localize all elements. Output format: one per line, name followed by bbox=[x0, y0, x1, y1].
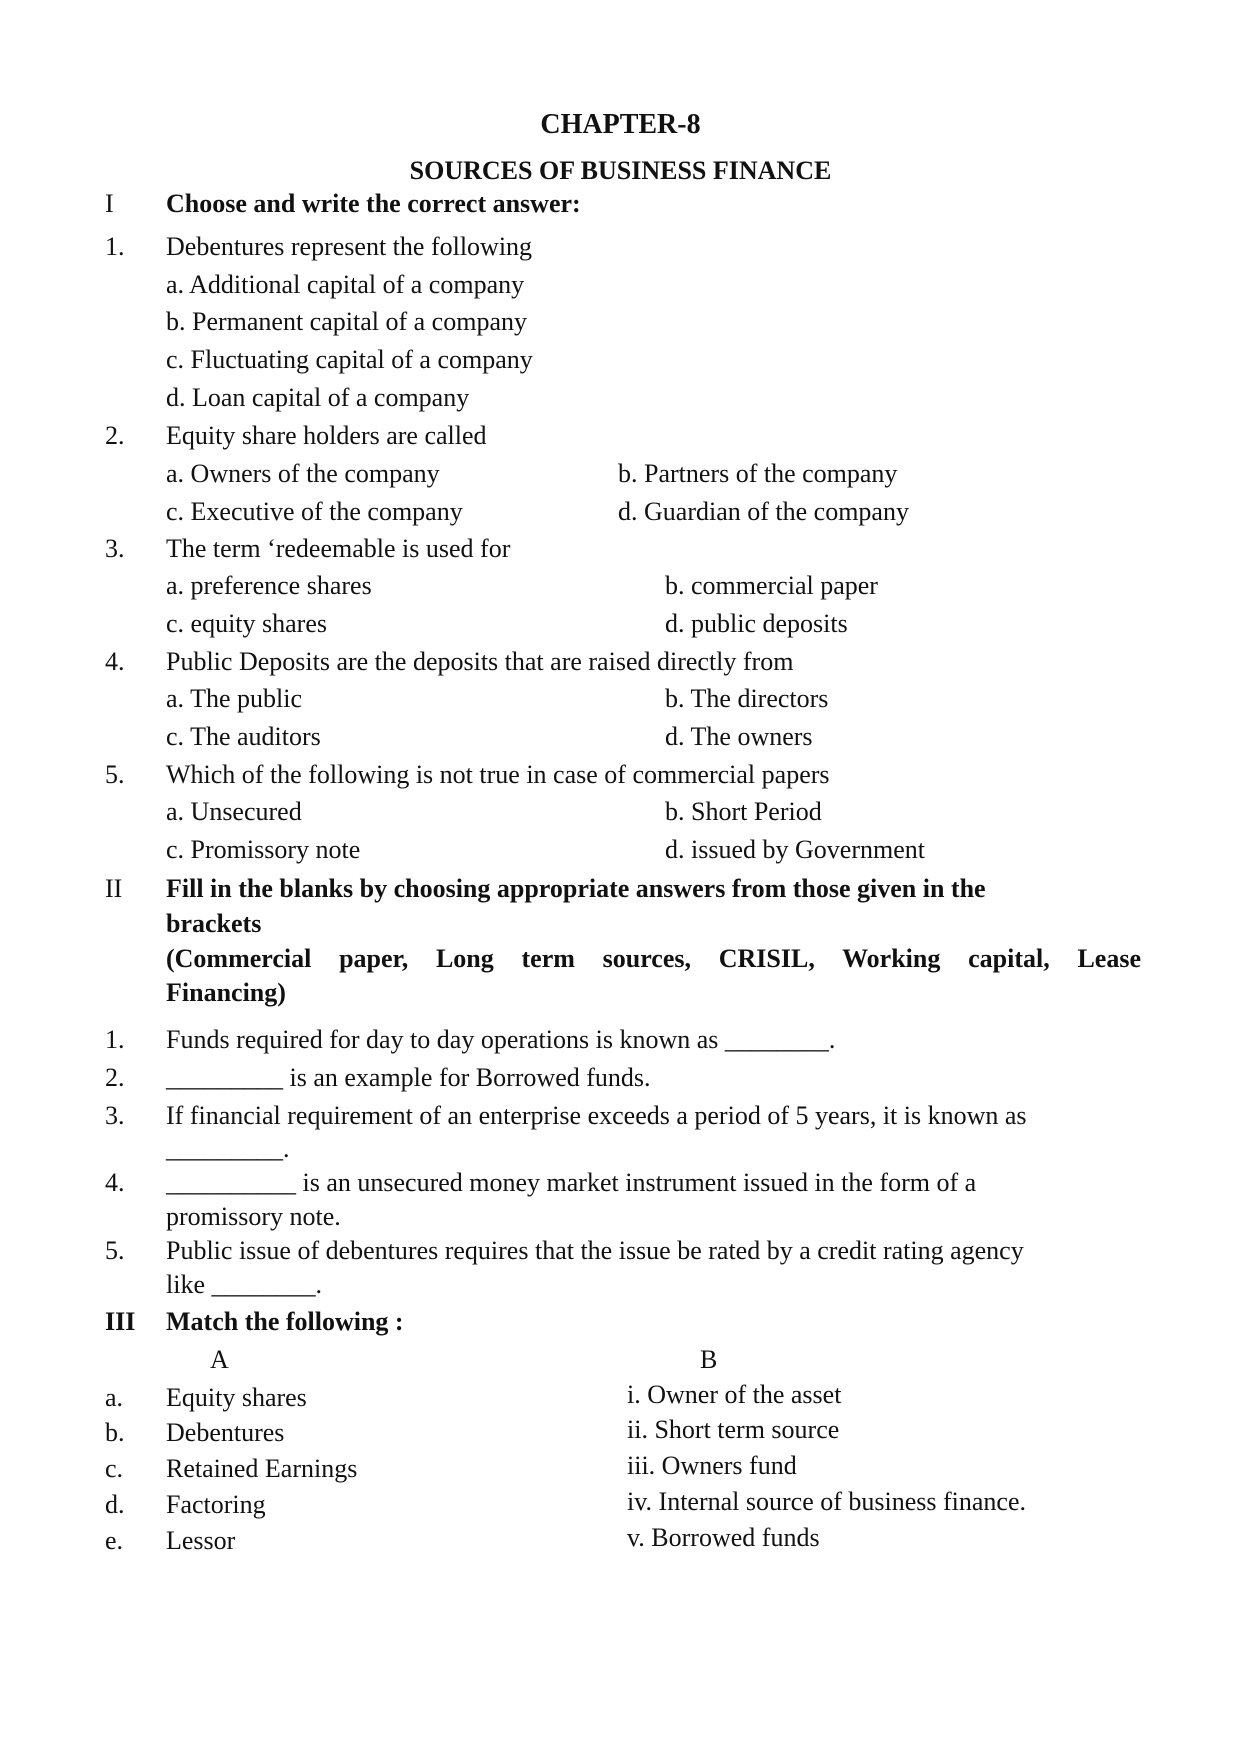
answer-option: a. The public bbox=[166, 684, 302, 713]
match-item-a: Debentures bbox=[166, 1418, 285, 1447]
answer-option: d. Loan capital of a company bbox=[166, 383, 470, 412]
match-item-a: Retained Earnings bbox=[166, 1454, 358, 1483]
match-item-b: iv. Internal source of business finance. bbox=[627, 1487, 1027, 1516]
fill-blank-text-continued: _________. bbox=[166, 1134, 290, 1163]
answer-option: a. preference shares bbox=[166, 571, 372, 600]
fill-blank-text: __________ is an unsecured money market instrument issued in the form of a bbox=[166, 1168, 977, 1197]
blank-number: 4. bbox=[105, 1168, 125, 1197]
section-numeral: I bbox=[105, 189, 114, 218]
chapter-subtitle: SOURCES OF BUSINESS FINANCE bbox=[409, 156, 832, 185]
section-heading-continued: brackets bbox=[166, 909, 262, 938]
question-text: Equity share holders are called bbox=[166, 421, 487, 450]
section-numeral: III bbox=[105, 1307, 136, 1336]
question-number: 2. bbox=[105, 421, 125, 450]
answer-option: b. Permanent capital of a company bbox=[166, 307, 527, 336]
section-heading: Fill in the blanks by choosing appropriate answers from those given in the bbox=[166, 874, 986, 903]
fill-blank-text-continued: like ________. bbox=[166, 1270, 322, 1299]
blank-number: 1. bbox=[105, 1025, 125, 1054]
answer-option: b. Short Period bbox=[665, 797, 822, 826]
answer-option: c. Promissory note bbox=[166, 835, 361, 864]
match-item-b: ii. Short term source bbox=[627, 1415, 840, 1444]
match-item-b: iii. Owners fund bbox=[627, 1451, 797, 1480]
fill-blank-text: _________ is an example for Borrowed funds. bbox=[166, 1063, 651, 1092]
answer-option: c. The auditors bbox=[166, 722, 321, 751]
answer-option: d. issued by Government bbox=[665, 835, 925, 864]
answer-option: d. Guardian of the company bbox=[618, 497, 909, 526]
match-item-a: Equity shares bbox=[166, 1383, 307, 1412]
column-a-header: A bbox=[210, 1345, 229, 1374]
fill-blank-text: Funds required for day to day operations is known as ________. bbox=[166, 1025, 836, 1054]
question-text: Which of the following is not true in case of commercial papers bbox=[166, 760, 830, 789]
match-letter: e. bbox=[105, 1526, 124, 1555]
match-item-b: i. Owner of the asset bbox=[627, 1380, 842, 1409]
question-number: 1. bbox=[105, 232, 125, 261]
section-heading: Match the following : bbox=[166, 1307, 404, 1336]
answer-option: b. The directors bbox=[665, 684, 829, 713]
answer-option: a. Unsecured bbox=[166, 797, 302, 826]
answer-option: b. commercial paper bbox=[665, 571, 878, 600]
question-number: 5. bbox=[105, 760, 125, 789]
answer-choices: (Commercial paper, Long term sources, CRISIL, Working capital, Lease bbox=[166, 944, 1141, 973]
match-item-a: Factoring bbox=[166, 1490, 266, 1519]
answer-choices-continued: Financing) bbox=[166, 978, 286, 1007]
question-text: Debentures represent the following bbox=[166, 232, 533, 261]
match-item-a: Lessor bbox=[166, 1526, 236, 1555]
match-letter: d. bbox=[105, 1490, 125, 1519]
answer-option: d. The owners bbox=[665, 722, 813, 751]
fill-blank-text: Public issue of debentures requires that the issue be rated by a credit rating agency bbox=[166, 1236, 1024, 1265]
blank-number: 5. bbox=[105, 1236, 125, 1265]
answer-option: c. Executive of the company bbox=[166, 497, 463, 526]
match-letter: c. bbox=[105, 1454, 124, 1483]
answer-option: a. Additional capital of a company bbox=[166, 270, 525, 299]
question-number: 4. bbox=[105, 647, 125, 676]
answer-option: b. Partners of the company bbox=[618, 459, 898, 488]
blank-number: 2. bbox=[105, 1063, 125, 1092]
answer-option: c. equity shares bbox=[166, 609, 328, 638]
fill-blank-text: If financial requirement of an enterprise exceeds a period of 5 years, it is known as bbox=[166, 1101, 1027, 1130]
question-text: The term ‘redeemable is used for bbox=[166, 534, 511, 563]
column-b-header: B bbox=[700, 1345, 718, 1374]
fill-blank-text-continued: promissory note. bbox=[166, 1202, 341, 1231]
match-letter: a. bbox=[105, 1383, 124, 1412]
section-heading: Choose and write the correct answer: bbox=[166, 189, 581, 218]
match-item-b: v. Borrowed funds bbox=[627, 1523, 820, 1552]
answer-option: c. Fluctuating capital of a company bbox=[166, 345, 533, 374]
chapter-title: CHAPTER-8 bbox=[540, 109, 701, 140]
answer-option: d. public deposits bbox=[665, 609, 848, 638]
answer-option: a. Owners of the company bbox=[166, 459, 440, 488]
section-numeral: II bbox=[105, 874, 123, 903]
match-letter: b. bbox=[105, 1418, 125, 1447]
question-number: 3. bbox=[105, 534, 125, 563]
question-text: Public Deposits are the deposits that are raised directly from bbox=[166, 647, 794, 676]
blank-number: 3. bbox=[105, 1101, 125, 1130]
